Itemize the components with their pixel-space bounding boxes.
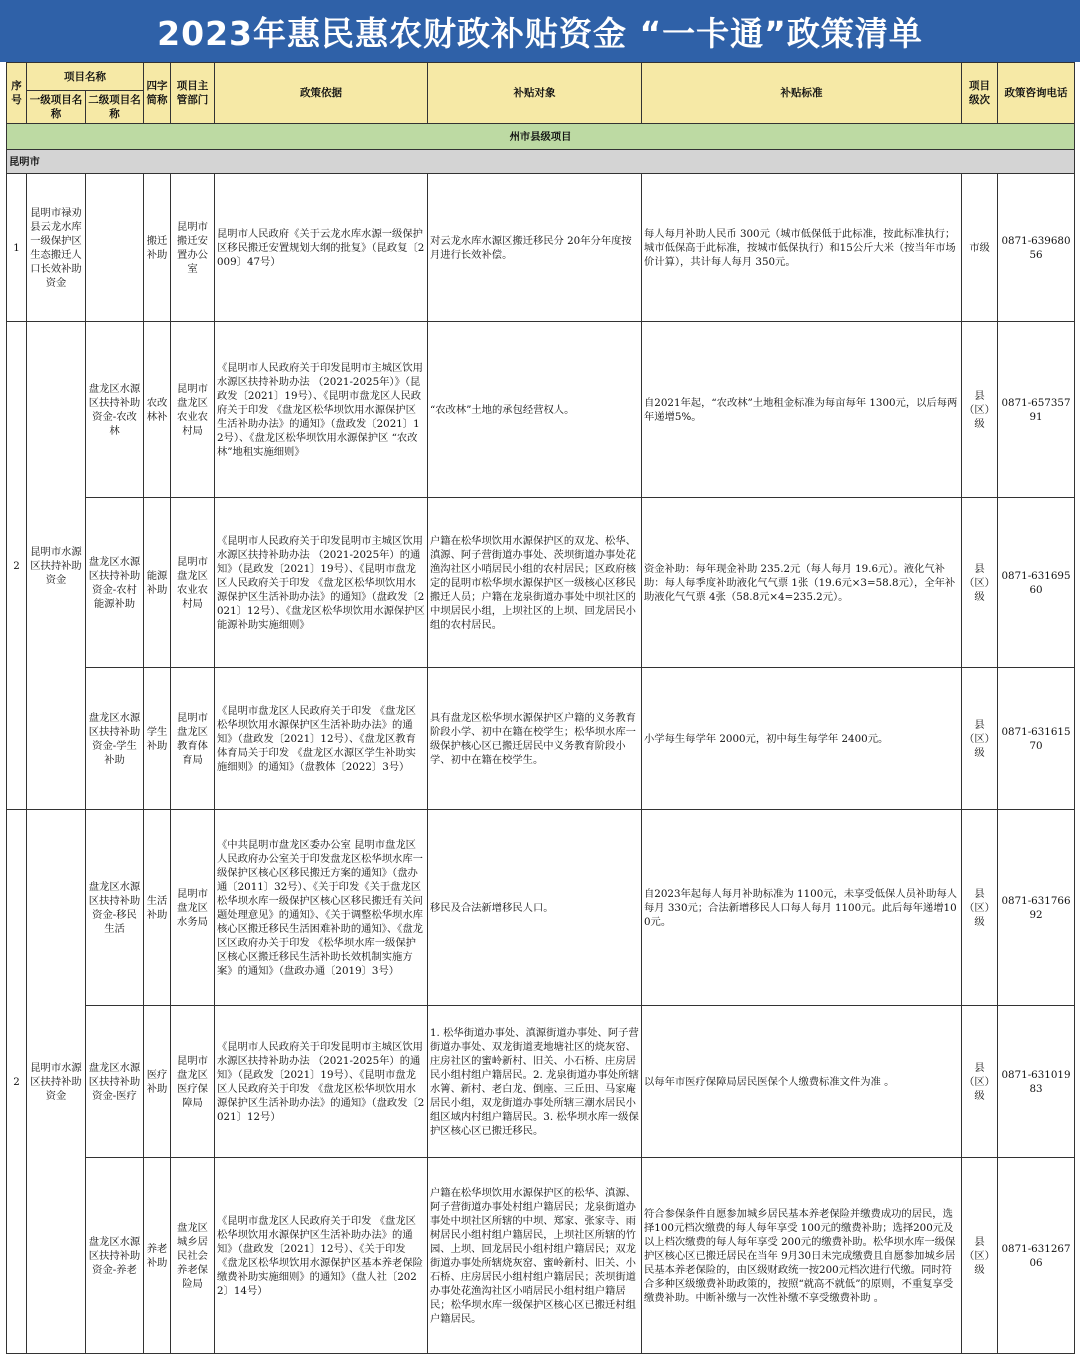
header-basis: 政策依据 xyxy=(215,63,428,124)
cell-standard: 符合参保条件自愿参加城乡居民基本养老保险并缴费成功的居民，选择100元档次缴费的每人每年享受 100元的缴费补助；选择200元及以上档次缴费的每人每年享受 200元的缴费补助。松华坝水库一级保护区核心区已搬迁居民在当年 9月30日未完成缴费且自愿参加城乡居民基本养老保险的，由区级财政统一按200元档次进行代缴。同时符合多种区级缴费补助政策的，按照“就高不就低”的原则，不重复享受缴费补助。中断补缴与一次性补缴不享受缴费补助 。 xyxy=(642,1158,962,1354)
cell-level2: 盘龙区水源区扶持补助资金-农改林 xyxy=(86,322,144,498)
cell-dept: 昆明市盘龙区农业农村局 xyxy=(171,322,215,498)
cell-standard: 以每年市医疗保障局居民医保个人缴费标准文件为准 。 xyxy=(642,1006,962,1158)
cell-level2: 盘龙区水源区扶持补助资金-养老 xyxy=(86,1158,144,1354)
header-standard: 补贴标准 xyxy=(642,63,962,124)
policy-table xyxy=(6,62,1075,1354)
cell-level1: 昆明市禄劝县云龙水库一级保护区生态搬迁人口长效补助资金 xyxy=(27,174,86,322)
cell-short: 搬迁补助 xyxy=(144,174,171,322)
cell-phone: 0871-63176692 xyxy=(998,810,1075,1006)
city-row xyxy=(7,150,1075,174)
header-row-1 xyxy=(7,63,1075,91)
header-project-name: 项目名称 xyxy=(27,63,144,91)
cell-standard: 资金补助：每年现金补助 235.2元（每人每月 19.6元）。液化气补助：每人每季度补助液化气气票 1张（19.6元×3=58.8元），全年补助液化气气票 4张（58.8元×4=235.2元）。 xyxy=(642,498,962,668)
cell-dept: 昆明市盘龙区农业农村局 xyxy=(171,498,215,668)
cell-target: 具有盘龙区松华坝水源保护区户籍的义务教育阶段小学、初中在籍在校学生；松华坝水库一级保护核心区已搬迁居民中义务教育阶段小学、初中在籍在校学生。 xyxy=(428,668,642,810)
cell-basis: 《昆明市盘龙区人民政府关于印发 《盘龙区松华坝饮用水源保护区生活补助办法》的通知》（盘政发〔2021〕12号）、《关于印发 《盘龙区松华坝饮用水源保护区基本养老保险缴费补助实施细则》的通知》（盘人社〔2022〕14号） xyxy=(215,1158,428,1354)
cell-phone: 0871-63161570 xyxy=(998,668,1075,810)
header-level2: 二级项目名称 xyxy=(86,91,144,124)
cell-level: 市级 xyxy=(962,174,998,322)
cell-level: 县（区）级 xyxy=(962,322,998,498)
cell-target: 移民及合法新增移民人口。 xyxy=(428,810,642,1006)
cell-level2: 盘龙区水源区扶持补助资金-农村能源补助 xyxy=(86,498,144,668)
cell-target: 户籍在松华坝饮用水源保护区的双龙、松华、滇源、阿子营街道办事处、茨坝街道办事处花渔沟社区小哨居民小组的农村居民；区政府核定的昆明市松华坝水源保护区一级核心区移民搬迁人员；户籍在龙泉街道办事处中坝社区的中坝居民小组，上坝社区的上坝、回龙居民小组的农村居民。 xyxy=(428,498,642,668)
section-band xyxy=(7,124,1075,150)
cell-target: 对云龙水库水源区搬迁移民分 20年分年度按月进行长效补偿。 xyxy=(428,174,642,322)
cell-seq: 2 xyxy=(7,810,27,1354)
cell-phone: 0871-63968056 xyxy=(998,174,1075,322)
cell-basis: 《昆明市人民政府关于印发昆明市主城区饮用水源区扶持补助办法 （2021-2025年）》（昆政发〔2021〕19号）、《昆明市盘龙区人民政府关于印发 《盘龙区松华坝饮用水源保护区生活补助办法》的通知》（盘政发〔2021〕12号）、《盘龙区松华坝饮用水源保护区 “农改林”地租实施细则》 xyxy=(215,322,428,498)
table-row xyxy=(7,810,1075,1006)
cell-basis: 《中共昆明市盘龙区委办公室 昆明市盘龙区人民政府办公室关于印发盘龙区松华坝水库一级保护区核心区移民搬迁方案的通知》（盘办通〔2011〕32号）、《关于印发《关于盘龙区松华坝水库一级保护区核心区移民搬迁有关问题处理意见》的通知》、《关于调整松华坝水库核心区搬迁移民生活困难补助的通知》、《盘龙区区政府办关于印发 《松华坝水库一级保护区核心区搬迁移民生活补助长效机制实施方案》的通知》（盘政办通〔2019〕3号） xyxy=(215,810,428,1006)
cell-basis: 《昆明市人民政府关于印发昆明市主城区饮用水源区扶持补助办法 （2021-2025年）的通知》（昆政发〔2021〕19号）、《昆明市盘龙区人民政府关于印发 《盘龙区松华坝饮用水源保护区生活补助办法》的通知》（盘政发〔2021〕12号）、《盘龙区松华坝饮用水源保护区能源补助实施细则》 xyxy=(215,498,428,668)
cell-short: 生活补助 xyxy=(144,810,171,1006)
cell-seq: 1 xyxy=(7,174,27,322)
cell-short: 医疗补助 xyxy=(144,1006,171,1158)
cell-dept: 昆明市搬迁安置办公室 xyxy=(171,174,215,322)
page-title: 2023年惠民惠农财政补贴资金 “一卡通”政策清单 xyxy=(0,0,1080,62)
cell-seq: 2 xyxy=(7,322,27,810)
cell-dept: 昆明市盘龙区教育体育局 xyxy=(171,668,215,810)
table-row xyxy=(7,174,1075,322)
cell-level: 县（区）级 xyxy=(962,810,998,1006)
cell-basis: 《昆明市人民政府关于印发昆明市主城区饮用水源区扶持补助办法 （2021-2025年）的通知》（昆政发〔2021〕19号）、《昆明市盘龙区人民政府关于印发 《盘龙区松华坝饮用水源保护区生活补助办法》的通知》（盘政发〔2021〕12号） xyxy=(215,1006,428,1158)
cell-dept: 昆明市盘龙区水务局 xyxy=(171,810,215,1006)
cell-level: 县（区）级 xyxy=(962,668,998,810)
cell-level: 县（区）级 xyxy=(962,498,998,668)
section-label: 州市县级项目 xyxy=(7,124,1075,150)
cell-level2: 盘龙区水源区扶持补助资金-学生补助 xyxy=(86,668,144,810)
cell-phone: 0871-63126706 xyxy=(998,1158,1075,1354)
table-row xyxy=(7,1158,1075,1354)
cell-short: 学生补助 xyxy=(144,668,171,810)
cell-level1: 昆明市水源区扶持补助资金 xyxy=(27,810,86,1354)
header-seq: 序号 xyxy=(7,63,27,124)
table-row xyxy=(7,498,1075,668)
cell-basis: 《昆明市盘龙区人民政府关于印发 《盘龙区松华坝饮用水源保护区生活补助办法》的通知》（盘政发〔2021〕12号）、《盘龙区教育体育局关于印发 《盘龙区水源区学生补助实施细则》的通知》（盘教体〔2022〕3号） xyxy=(215,668,428,810)
header-level: 项目级次 xyxy=(962,63,998,124)
cell-level2 xyxy=(86,174,144,322)
cell-level2: 盘龙区水源区扶持补助资金-移民生活 xyxy=(86,810,144,1006)
cell-short: 养老补助 xyxy=(144,1158,171,1354)
cell-level2: 盘龙区水源区扶持补助资金-医疗 xyxy=(86,1006,144,1158)
header-level1: 一级项目名称 xyxy=(27,91,86,124)
cell-dept: 盘龙区城乡居民社会养老保险局 xyxy=(171,1158,215,1354)
table-row xyxy=(7,1006,1075,1158)
cell-target: 1. 松华街道办事处、滇源街道办事处、阿子营街道办事处、双龙街道麦地塘社区的烧灰窑、庄房社区的蜜岭新村、旧关、小石桥、庄房居民小组村组户籍居民。2. 龙泉街道办事处所辖水箐、新村、老白龙、倒座、三丘田、马家庵居民小组，双龙街道办事处所辖三潮水居民小组区域内村组户籍居民。3. 松华坝水库一级保护区核心区已搬迁移民。 xyxy=(428,1006,642,1158)
cell-phone: 0871-63101983 xyxy=(998,1006,1075,1158)
cell-basis: 昆明市人民政府《关于云龙水库水源一级保护区移民搬迁安置规划大纲的批复》（昆政复〔2009〕47号） xyxy=(215,174,428,322)
cell-standard: 自2021年起，“农改林”土地租金标准为每亩每年 1300元，以后每两年递增5%。 xyxy=(642,322,962,498)
city-label: 昆明市 xyxy=(7,150,1075,174)
cell-phone: 0871-63169560 xyxy=(998,498,1075,668)
cell-dept: 昆明市盘龙区医疗保障局 xyxy=(171,1006,215,1158)
cell-phone: 0871-65735791 xyxy=(998,322,1075,498)
table-row xyxy=(7,668,1075,810)
cell-standard: 每人每月补助人民币 300元（城市低保低于此标准，按此标准执行；城市低保高于此标准，按城市低保执行）和15公斤大米（按当年市场价计算），共计每人每月 350元。 xyxy=(642,174,962,322)
cell-level: 县（区）级 xyxy=(962,1158,998,1354)
header-phone: 政策咨询电话 xyxy=(998,63,1075,124)
cell-short: 能源补助 xyxy=(144,498,171,668)
header-target: 补贴对象 xyxy=(428,63,642,124)
cell-standard: 自2023年起每人每月补助标准为 1100元，未享受低保人员补助每人每月 330元；合法新增移民人口每人每月 1100元。此后每年递增100元。 xyxy=(642,810,962,1006)
table-row xyxy=(7,322,1075,498)
cell-level: 县（区）级 xyxy=(962,1006,998,1158)
header-short: 四字简称 xyxy=(144,63,171,124)
cell-short: 农改林补 xyxy=(144,322,171,498)
cell-target: “农改林”土地的承包经营权人。 xyxy=(428,322,642,498)
header-dept: 项目主管部门 xyxy=(171,63,215,124)
cell-standard: 小学每生每学年 2000元，初中每生每学年 2400元。 xyxy=(642,668,962,810)
cell-level1: 昆明市水源区扶持补助资金 xyxy=(27,322,86,810)
cell-target: 户籍在松华坝饮用水源保护区的松华、滇源、阿子营街道办事处村组户籍居民；龙泉街道办事处中坝社区所辖的中坝、郑家、张家寺、雨树居民小组村组户籍居民，上坝社区所辖的竹园、上坝、回龙居民小组村组户籍居民；双龙街道办事处所辖烧灰窑、蜜岭新村、旧关、小石桥、庄房居民小组村组户籍居民；茨坝街道办事处花渔沟社区小哨居民小组村组户籍居民；松华坝水库一级保护区核心区已搬迁村组户籍居民。 xyxy=(428,1158,642,1354)
